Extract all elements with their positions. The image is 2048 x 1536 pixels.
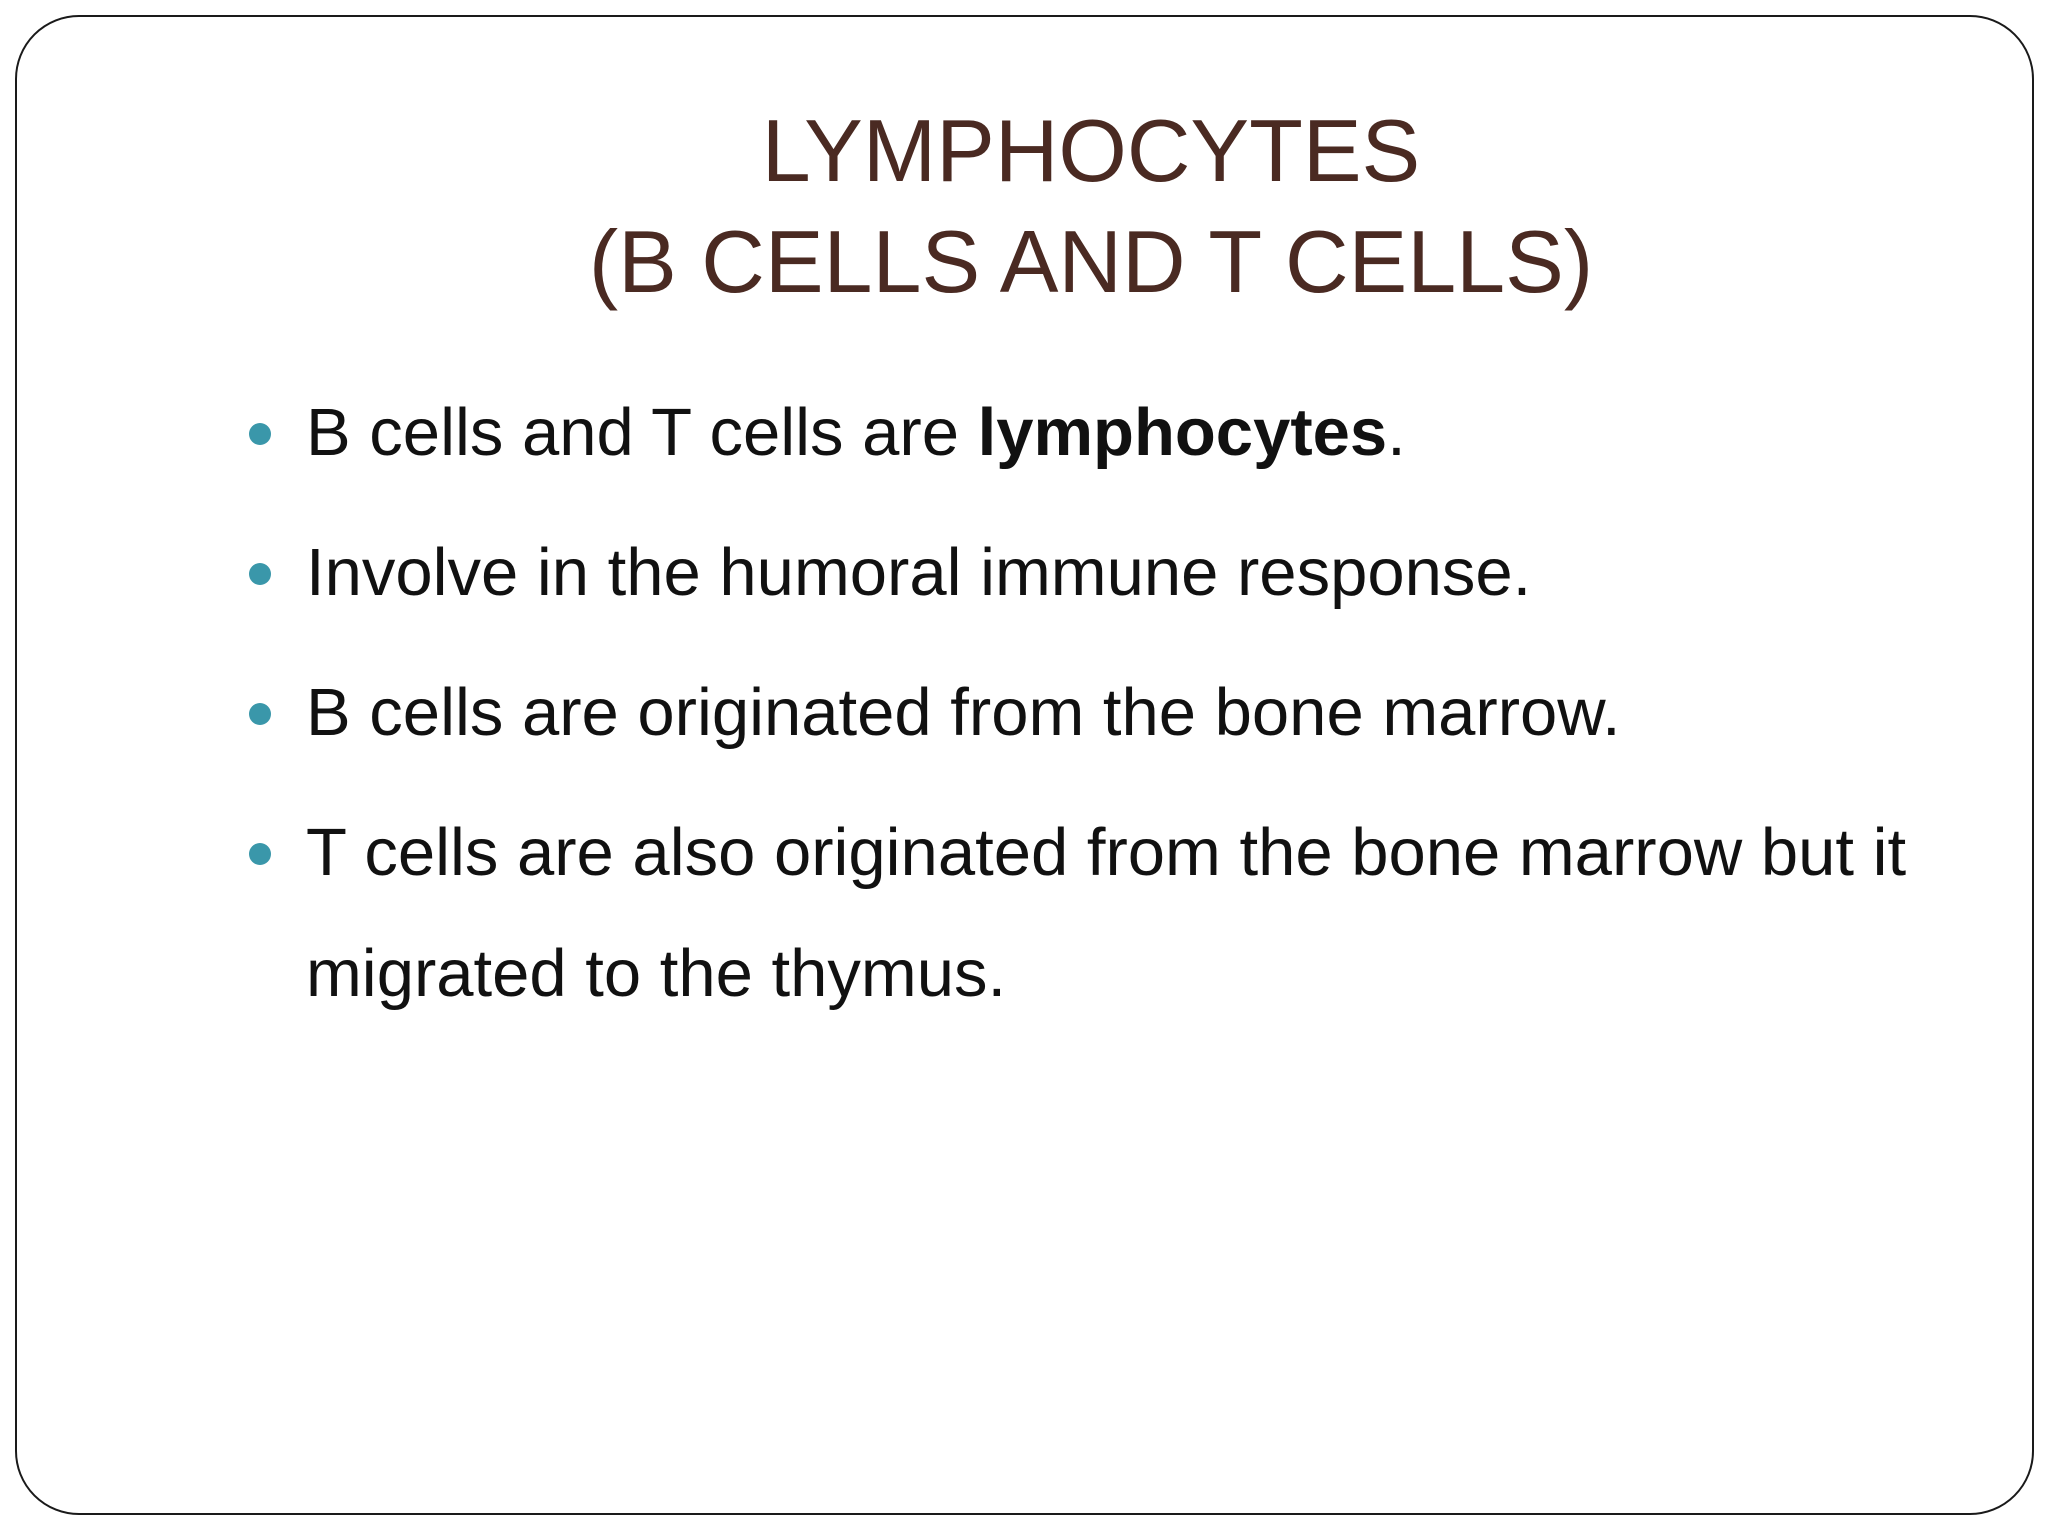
bullet-item — [249, 512, 2009, 633]
title-line-2: (B CELLS AND T CELLS) — [588, 212, 1594, 311]
bullet-dot-icon — [249, 703, 271, 725]
bullet-text: B cells are originated from the bone marrow. — [306, 675, 1621, 750]
bullet-text-end: . — [1387, 395, 1406, 470]
bullet-list — [249, 372, 2009, 1053]
bullet-item — [249, 372, 2009, 493]
slide-frame — [15, 15, 2034, 1515]
bullet-dot-icon — [249, 423, 271, 445]
bullet-text: Involve in the humoral immune response. — [306, 535, 1532, 610]
bullet-item — [249, 652, 2009, 773]
title-line-1: LYMPHOCYTES — [761, 101, 1421, 200]
bullet-dot-icon — [249, 843, 271, 865]
bullet-text: B cells and T cells are — [306, 395, 978, 470]
bullet-bold-term: lymphocytes — [977, 395, 1388, 470]
bullet-dot-icon — [249, 563, 271, 585]
bullet-text: T cells are also originated from the bone marrow but it migrated to the thymus. — [306, 815, 1907, 1011]
bullet-item — [249, 792, 2009, 1034]
slide-title — [17, 95, 2048, 317]
